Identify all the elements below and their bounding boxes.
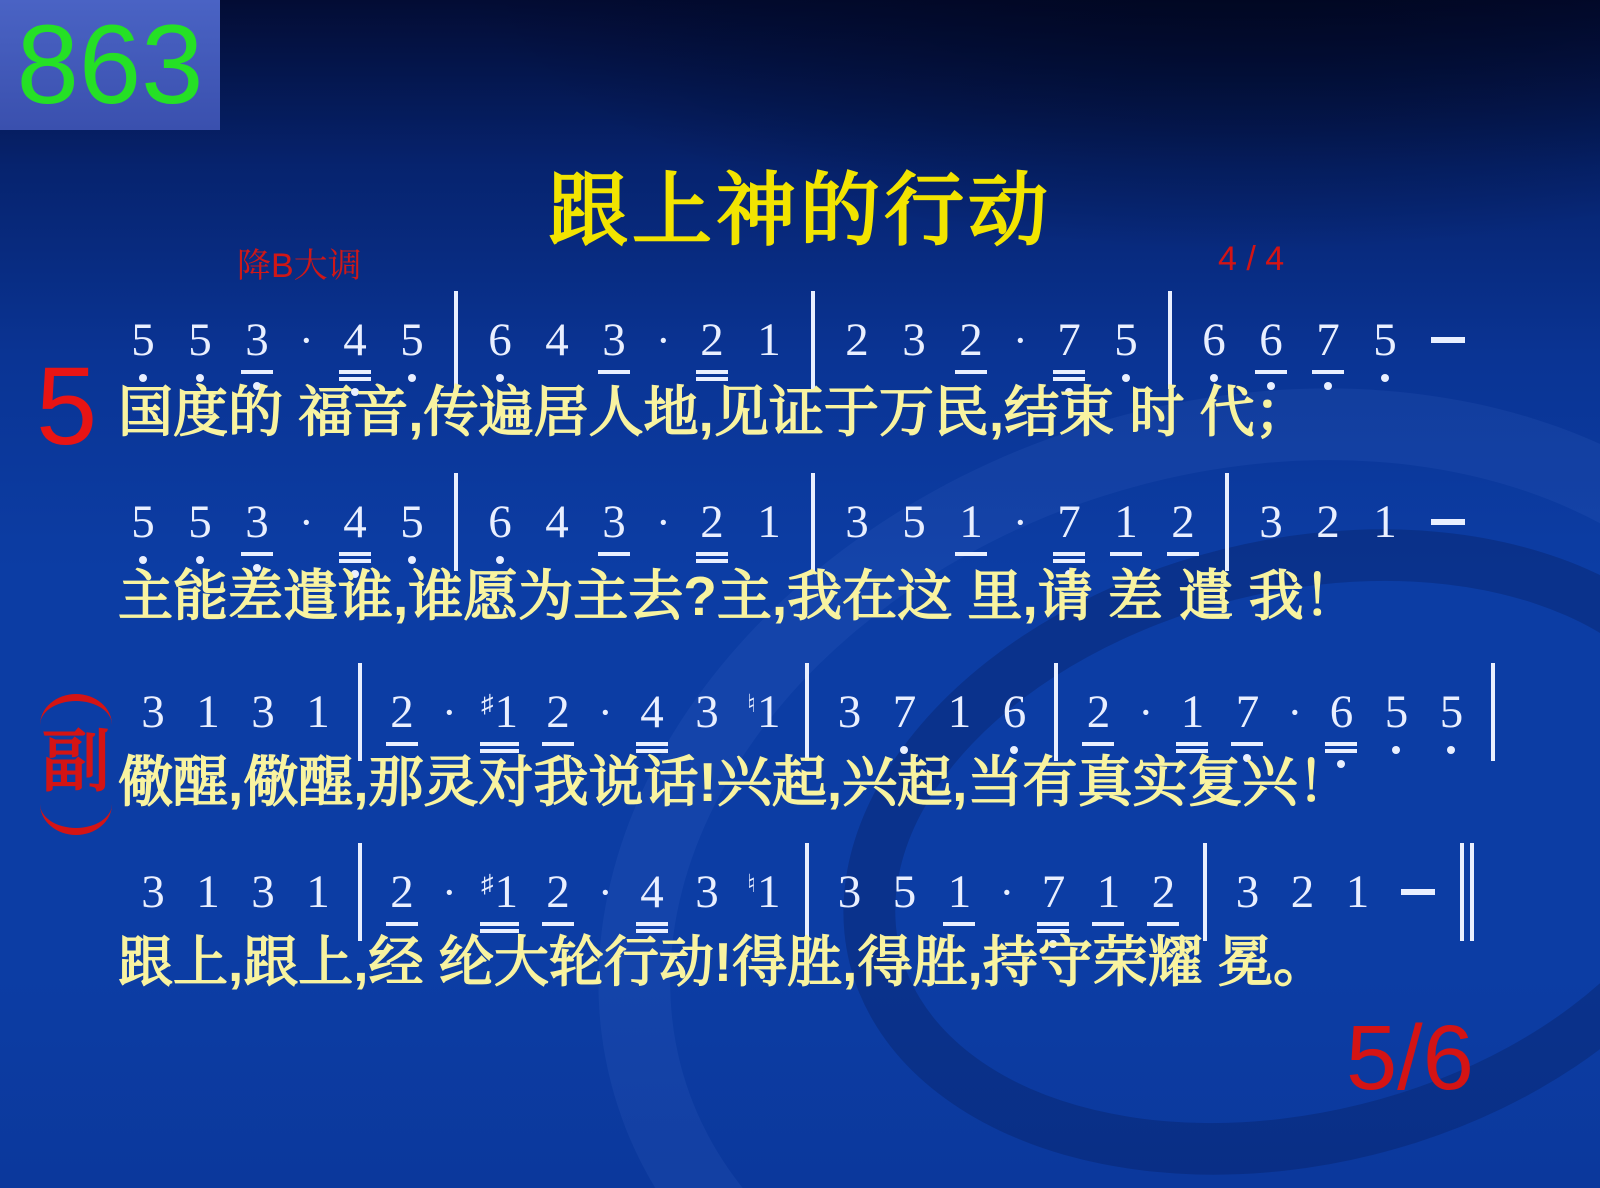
note-1: 1 — [1093, 866, 1123, 918]
note-7: 7 — [1313, 314, 1343, 366]
chorus-arc-bottom-icon — [40, 804, 112, 835]
note-1: 1 — [956, 496, 986, 548]
note-2: 2 — [387, 686, 417, 738]
dotted-rhythm-icon: · — [299, 497, 314, 547]
note-3: 3 — [251, 866, 275, 918]
chorus-label: 副 — [41, 724, 110, 800]
note-2: 2 — [1168, 496, 1198, 548]
sharp-icon: ♯ — [481, 691, 494, 718]
note-5: 5 — [892, 866, 917, 918]
note-5: 5 — [128, 314, 158, 366]
note-2: 2 — [1316, 496, 1340, 548]
natural-icon: ♮ — [747, 691, 756, 718]
note-3: 3 — [1259, 496, 1283, 548]
dotted-rhythm-icon: · — [442, 867, 457, 917]
note-1: 1 — [757, 314, 781, 366]
note-5: 5 — [1370, 314, 1400, 366]
note-6: 6 — [485, 314, 515, 366]
note-3: 3 — [242, 496, 272, 548]
note-4: 4 — [637, 866, 667, 918]
verse-number-marker: 5 — [36, 345, 98, 468]
note-5: 5 — [397, 496, 427, 548]
dotted-rhythm-icon: · — [656, 315, 671, 365]
note-7: 7 — [1054, 314, 1084, 366]
note-5: 5 — [397, 314, 427, 366]
dotted-rhythm-icon: · — [442, 687, 457, 737]
note-1: 1 — [944, 866, 974, 918]
note-2: 2 — [697, 496, 727, 548]
sharp-icon: ♯ — [481, 871, 494, 898]
note-5: 5 — [128, 496, 158, 548]
duration-dash-icon — [1401, 889, 1435, 895]
note-3: 3 — [141, 866, 165, 918]
dotted-rhythm-icon: · — [1287, 687, 1303, 737]
note-2: 2 — [956, 314, 986, 366]
lyrics-line-2: 主能差遣谁,谁愿为主去?主,我在这 里,请 差 遣 我！ — [118, 565, 1359, 627]
note-4: 4 — [545, 496, 569, 548]
note-1: 1 — [1177, 686, 1207, 738]
note-3: 3 — [599, 496, 629, 548]
note-1: ♯1 — [481, 866, 518, 918]
note-5: 5 — [1111, 314, 1141, 366]
note-3: 3 — [845, 496, 869, 548]
note-1: 1 — [757, 496, 781, 548]
note-1: 1 — [1373, 496, 1397, 548]
note-4: 4 — [637, 686, 667, 738]
dotted-rhythm-icon: · — [598, 687, 613, 737]
duration-dash-icon — [1431, 337, 1465, 343]
note-2: 2 — [1290, 866, 1315, 918]
note-1: ♮1 — [747, 686, 781, 738]
note-7: 7 — [1038, 866, 1068, 918]
note-2: 2 — [543, 686, 573, 738]
lyrics-line-3: 儆醒,儆醒,那灵对我说话!兴起,兴起,当有真实复兴！ — [118, 751, 1353, 813]
note-3: 3 — [141, 686, 165, 738]
note-3: 3 — [837, 686, 862, 738]
music-line-3 — [0, 662, 1600, 813]
note-3: 3 — [695, 686, 719, 738]
note-1: 1 — [1345, 866, 1370, 918]
note-5: 5 — [185, 314, 215, 366]
dotted-rhythm-icon: · — [1138, 687, 1154, 737]
lyrics-line-4: 跟上,跟上,经 纶大轮行动!得胜,得胜,持守荣耀 冕。 — [118, 931, 1329, 993]
dotted-rhythm-icon: · — [1013, 315, 1028, 365]
dotted-rhythm-icon: · — [598, 867, 613, 917]
note-3: 3 — [242, 314, 272, 366]
music-line-4 — [0, 842, 1600, 993]
note-2: 2 — [543, 866, 573, 918]
note-7: 7 — [889, 686, 919, 738]
note-1: 1 — [1111, 496, 1141, 548]
note-5: 5 — [1436, 686, 1466, 738]
dotted-rhythm-icon: · — [1013, 497, 1028, 547]
hymn-number: 863 — [16, 2, 204, 127]
hymn-number-badge — [0, 0, 220, 130]
note-3: 3 — [251, 686, 275, 738]
note-7: 7 — [1054, 496, 1084, 548]
note-2: 2 — [845, 314, 869, 366]
note-1: 1 — [947, 686, 972, 738]
note-6: 6 — [1256, 314, 1286, 366]
lyrics-line-1: 国度的 福音,传遍居人地,见证于万民,结束 时 代； — [118, 381, 1310, 443]
note-1: ♯1 — [481, 686, 518, 738]
note-5: 5 — [1381, 686, 1411, 738]
note-4: 4 — [340, 314, 370, 366]
note-4: 4 — [340, 496, 370, 548]
note-2: 2 — [697, 314, 727, 366]
note-1: 1 — [306, 866, 330, 918]
note-5: 5 — [902, 496, 926, 548]
note-3: 3 — [902, 314, 926, 366]
time-signature-label: 4 / 4 — [1218, 240, 1285, 278]
note-6: 6 — [485, 496, 515, 548]
note-2: 2 — [387, 866, 417, 918]
note-3: 3 — [599, 314, 629, 366]
note-3: 3 — [695, 866, 719, 918]
music-line-2 — [0, 472, 1600, 627]
note-6: 6 — [999, 686, 1029, 738]
natural-icon: ♮ — [747, 871, 756, 898]
note-6: 6 — [1199, 314, 1229, 366]
key-signature-label: 降B大调 — [237, 247, 362, 285]
note-4: 4 — [545, 314, 569, 366]
duration-dash-icon — [1431, 519, 1465, 525]
music-line-1 — [0, 290, 1600, 443]
note-3: 3 — [837, 866, 862, 918]
note-2: 2 — [1148, 866, 1178, 918]
note-1: ♮1 — [747, 866, 781, 918]
note-2: 2 — [1083, 686, 1113, 738]
dotted-rhythm-icon: · — [299, 315, 314, 365]
note-3: 3 — [1235, 866, 1260, 918]
page-title: 跟上神的行动 — [548, 166, 1052, 255]
dotted-rhythm-icon: · — [656, 497, 671, 547]
dotted-rhythm-icon: · — [999, 867, 1015, 917]
note-1: 1 — [306, 686, 330, 738]
note-1: 1 — [196, 866, 220, 918]
note-7: 7 — [1232, 686, 1262, 738]
page-indicator: 5/6 — [1346, 1007, 1474, 1109]
note-6: 6 — [1326, 686, 1356, 738]
note-5: 5 — [185, 496, 215, 548]
note-1: 1 — [196, 686, 220, 738]
